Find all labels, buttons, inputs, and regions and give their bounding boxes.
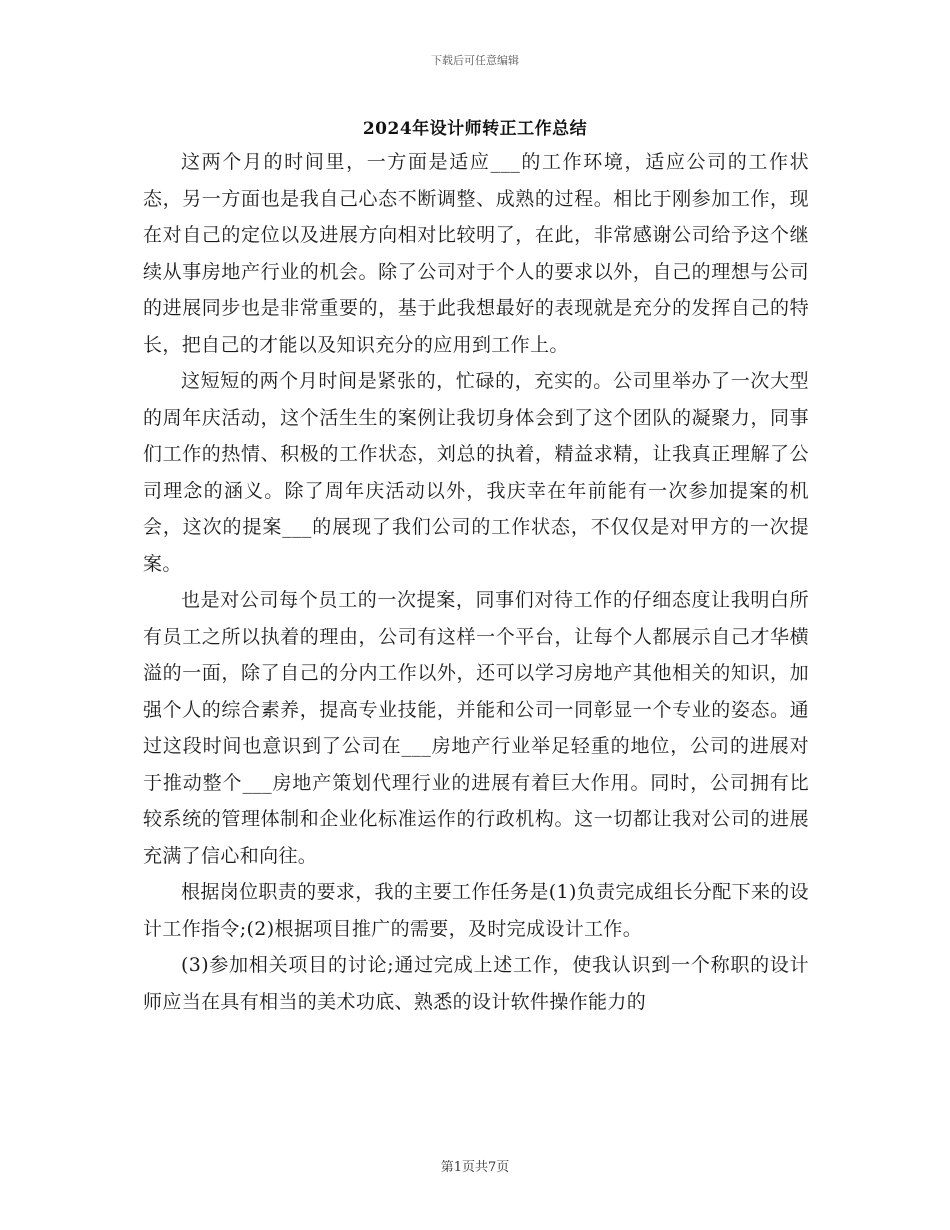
page-header-note: 下载后可任意编辑 <box>431 54 519 67</box>
paragraph-4: 根据岗位职责的要求，我的主要工作任务是(1)负责完成组长分配下来的设计工作指令;(2)根据项目推广的需要，及时完成设计工作。 <box>143 881 809 940</box>
paragraph-5: (3)参加相关项目的讨论;通过完成上述工作，使我认识到一个称职的设计师应当在具有相当的美术功底、熟悉的设计软件操作能力的 <box>143 954 809 1013</box>
paragraph-3: 也是对公司每个员工的一次提案，同事们对待工作的仔细态度让我明白所有员工之所以执着的理由，公司有这样一个平台，让每个人都展示自己才华横溢的一面，除了自己的分内工作以外，还可以学习房地产其他相关的知识，加强个人的综合素养，提高专业技能，并能和公司一同彰显一个专业的姿态。通过这段时间也意识到了公司在___房地产行业举足轻重的地位，公司的进展对于推动整个___房地产策划代理行业的进展有着巨大作用。同时，公司拥有比较系统的管理体制和企业化标准运作的行政机构。这一切都让我对公司的进展充满了信心和向往。 <box>143 589 809 867</box>
paragraph-2: 这短短的两个月时间是紧张的，忙碌的，充实的。公司里举办了一次大型的周年庆活动，这个活生生的案例让我切身体会到了这个团队的凝聚力，同事们工作的热情、积极的工作状态，刘总的执着，精益求精，让我真正理解了公司理念的涵义。除了周年庆活动以外，我庆幸在年前能有一次参加提案的机会，这次的提案___的展现了我们公司的工作状态，不仅仅是对甲方的一次提案。 <box>143 370 809 575</box>
document-title: 2024年设计师转正工作总结 <box>362 119 588 139</box>
page-number-footer: 第1页共7页 <box>440 1160 510 1175</box>
paragraph-1: 这两个月的时间里，一方面是适应___的工作环境，适应公司的工作状态，另一方面也是我自己心态不断调整、成熟的过程。相比于刚参加工作，现在对自己的定位以及进展方向相对比较明了，在此，非常感谢公司给予这个继续从事房地产行业的机会。除了公司对于个人的要求以外，自己的理想与公司的进展同步也是非常重要的，基于此我想最好的表现就是充分的发挥自己的特长，把自己的才能以及知识充分的应用到工作上。 <box>143 151 809 356</box>
document-body <box>143 144 809 1020</box>
